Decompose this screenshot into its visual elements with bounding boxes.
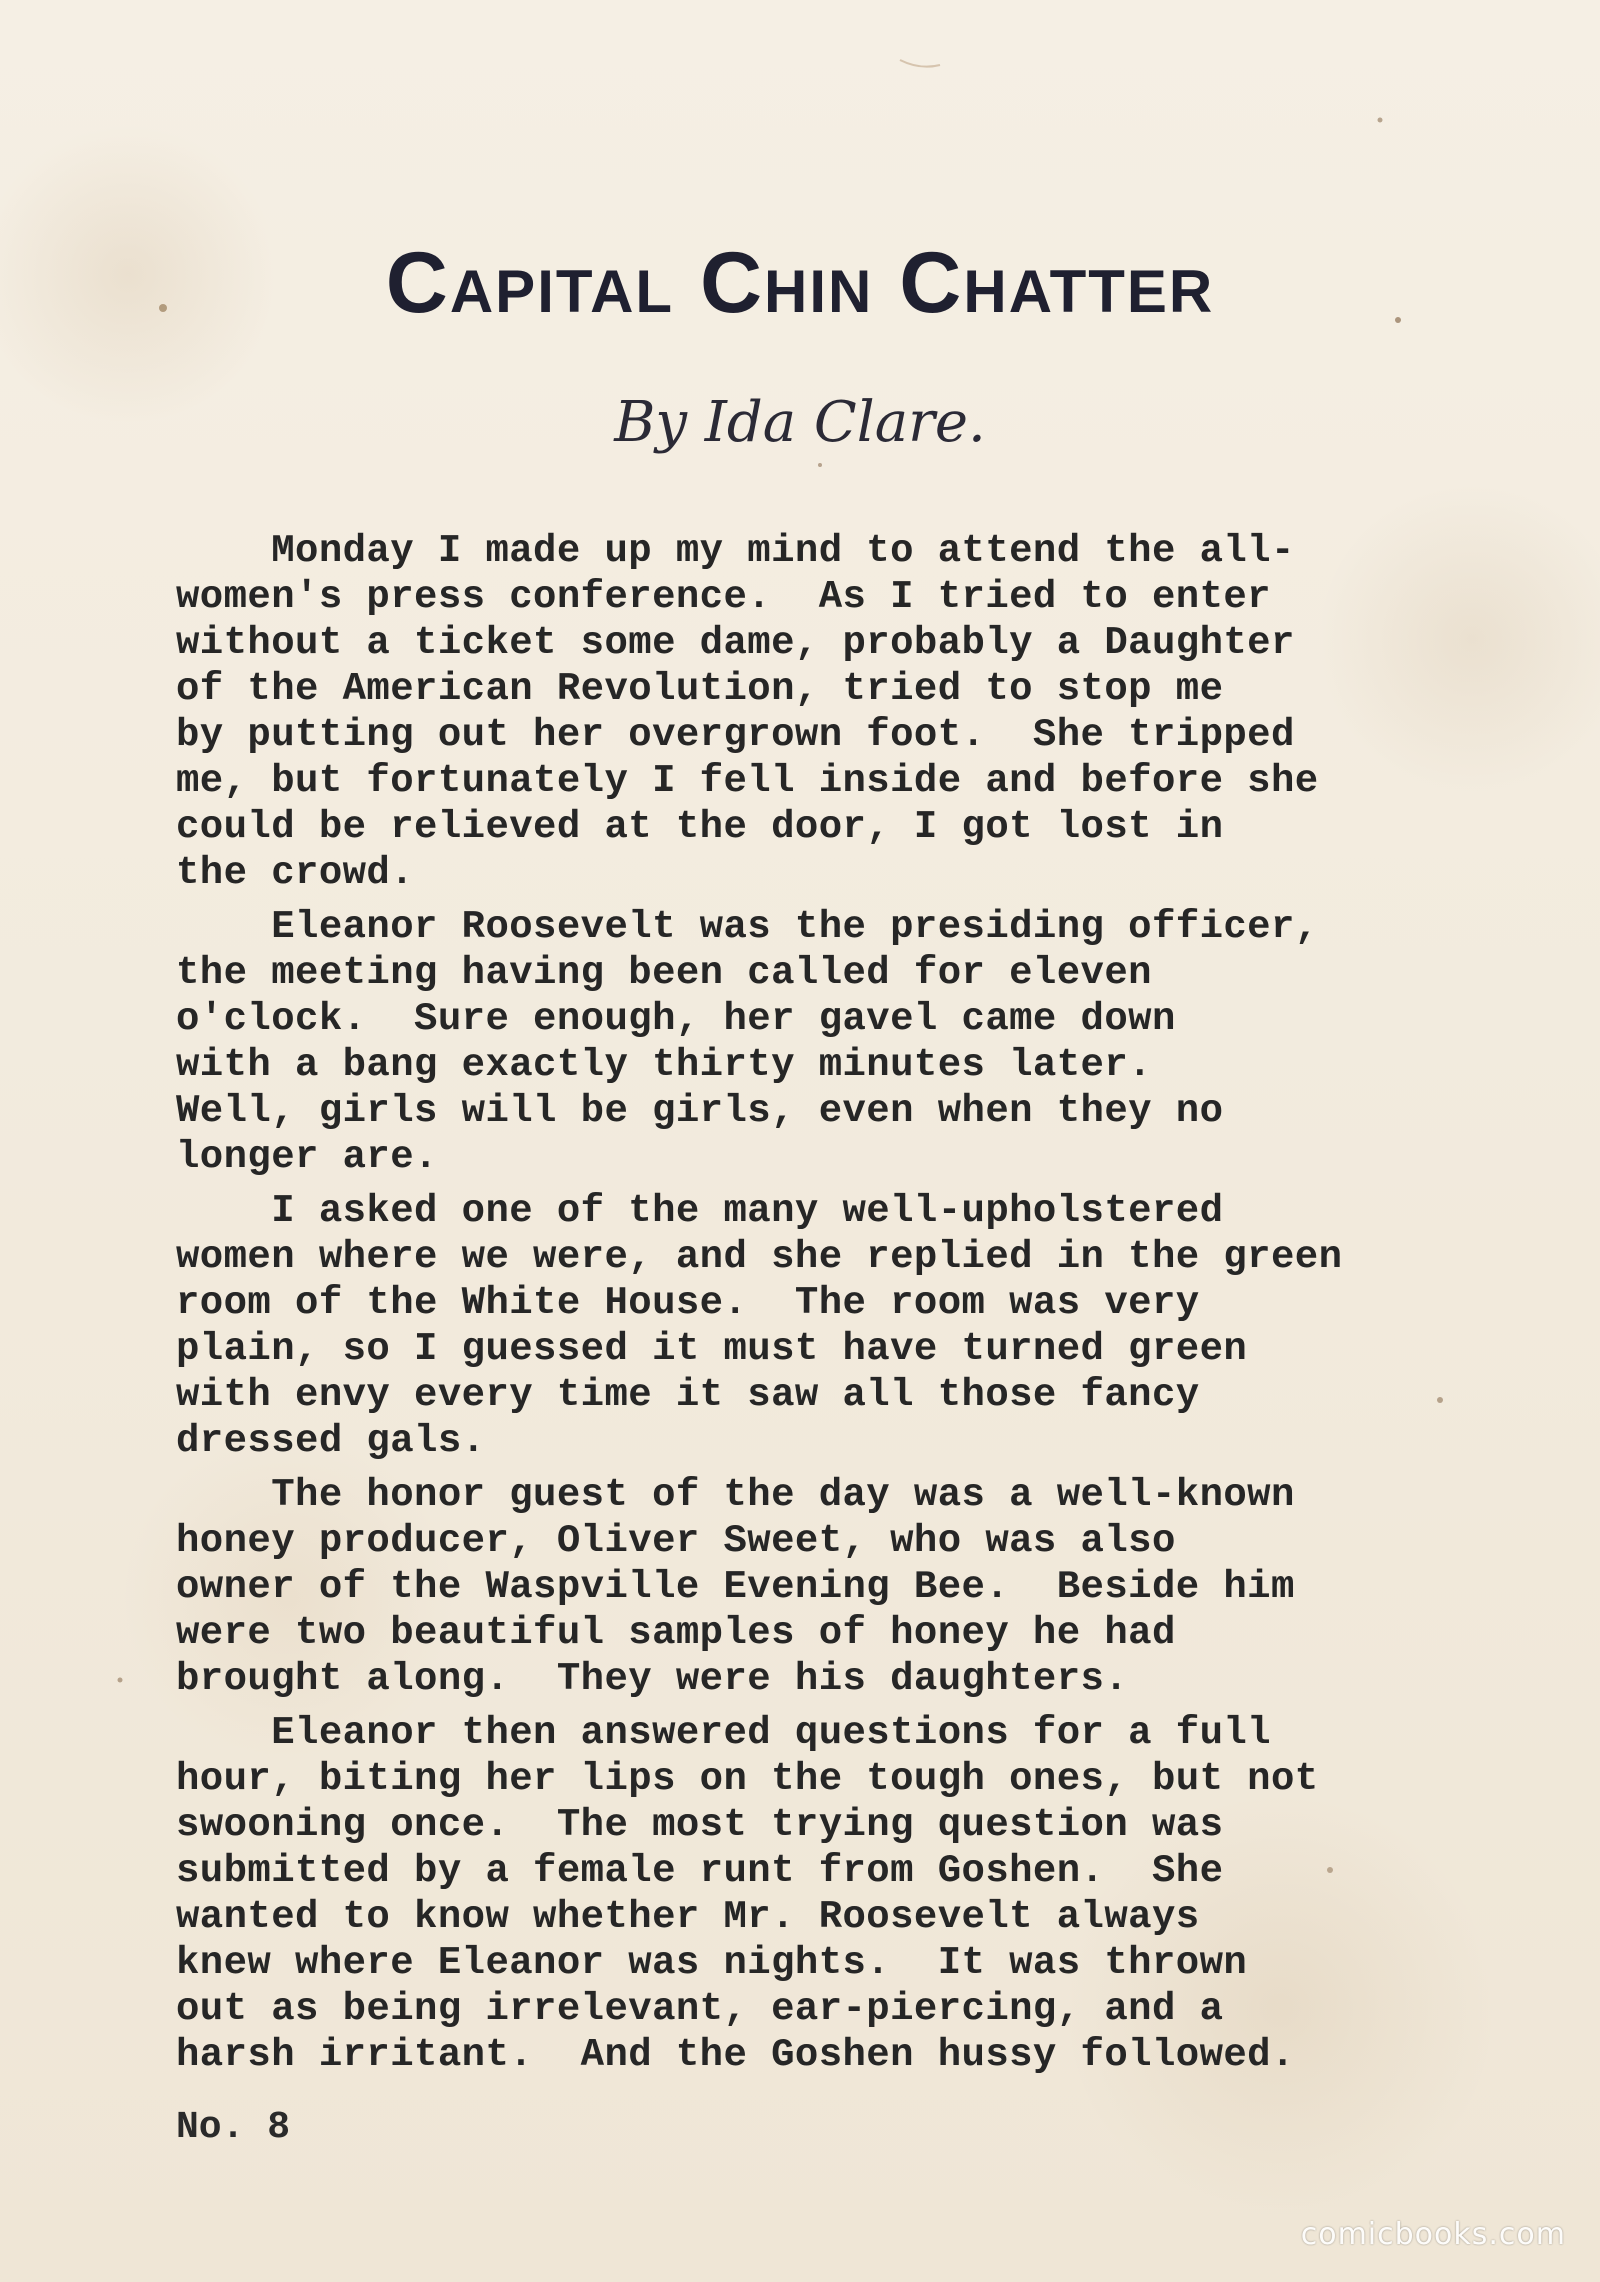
paragraph-line: knew where Eleanor was nights. It was thrown — [176, 1941, 1248, 1985]
paragraph-line: swooning once. The most trying question was — [176, 1803, 1224, 1847]
paragraph-line: of the American Revolution, tried to stop me — [176, 667, 1224, 711]
paragraph-line: Eleanor then answered questions for a full — [176, 1711, 1271, 1755]
paragraph-line: dressed gals. — [176, 1419, 486, 1463]
paragraph-line: o'clock. Sure enough, her gavel came down — [176, 997, 1176, 1041]
paragraph-line: Monday I made up my mind to attend the all- — [176, 529, 1295, 573]
paragraph-line: hour, biting her lips on the tough ones, but not — [176, 1757, 1319, 1801]
paragraph-line: the meeting having been called for eleven — [176, 951, 1152, 995]
paragraph-line: could be relieved at the door, I got lost in — [176, 805, 1224, 849]
paragraph-line: The honor guest of the day was a well-known — [176, 1473, 1295, 1517]
page-number: No. 8 — [176, 2106, 291, 2149]
paragraph-line: women's press conference. As I tried to enter — [176, 575, 1271, 619]
paragraph-line: the crowd. — [176, 851, 415, 895]
paragraph-line: honey producer, Oliver Sweet, who was also — [176, 1519, 1176, 1563]
paragraph-line: me, but fortunately I fell inside and before she — [176, 759, 1319, 803]
article-paragraph — [176, 1710, 1436, 2078]
article-paragraph — [176, 1472, 1436, 1702]
paragraph-line: submitted by a female runt from Goshen. She — [176, 1849, 1224, 1893]
article-paragraph — [176, 1188, 1436, 1464]
article-body — [176, 528, 1436, 2086]
paragraph-line: I asked one of the many well-upholstered — [176, 1189, 1224, 1233]
paragraph-line: room of the White House. The room was very — [176, 1281, 1200, 1325]
watermark: comicbooks.com — [1300, 2217, 1566, 2252]
paragraph-line: by putting out her overgrown foot. She tripped — [176, 713, 1295, 757]
paragraph-line: owner of the Waspville Evening Bee. Beside him — [176, 1565, 1295, 1609]
paragraph-line: Well, girls will be girls, even when they no — [176, 1089, 1224, 1133]
article-paragraph — [176, 528, 1436, 896]
paragraph-line: with envy every time it saw all those fancy — [176, 1373, 1200, 1417]
paragraph-line: with a bang exactly thirty minutes later. — [176, 1043, 1152, 1087]
paragraph-line: wanted to know whether Mr. Roosevelt always — [176, 1895, 1200, 1939]
article-paragraph — [176, 904, 1436, 1180]
byline: By Ida Clare. — [614, 390, 986, 455]
paragraph-line: women where we were, and she replied in the green — [176, 1235, 1343, 1279]
article-title — [0, 235, 1600, 331]
paragraph-line: plain, so I guessed it must have turned green — [176, 1327, 1248, 1371]
article-title-text: Capital Chin Chatter — [385, 235, 1215, 331]
paragraph-line: harsh irritant. And the Goshen hussy followed. — [176, 2033, 1295, 2077]
paragraph-line: Eleanor Roosevelt was the presiding officer, — [176, 905, 1319, 949]
paragraph-line: brought along. They were his daughters. — [176, 1657, 1129, 1701]
paragraph-line: were two beautiful samples of honey he had — [176, 1611, 1176, 1655]
paragraph-line: longer are. — [176, 1135, 438, 1179]
paragraph-line: without a ticket some dame, probably a Daughter — [176, 621, 1295, 665]
paragraph-line: out as being irrelevant, ear-piercing, and a — [176, 1987, 1224, 2031]
